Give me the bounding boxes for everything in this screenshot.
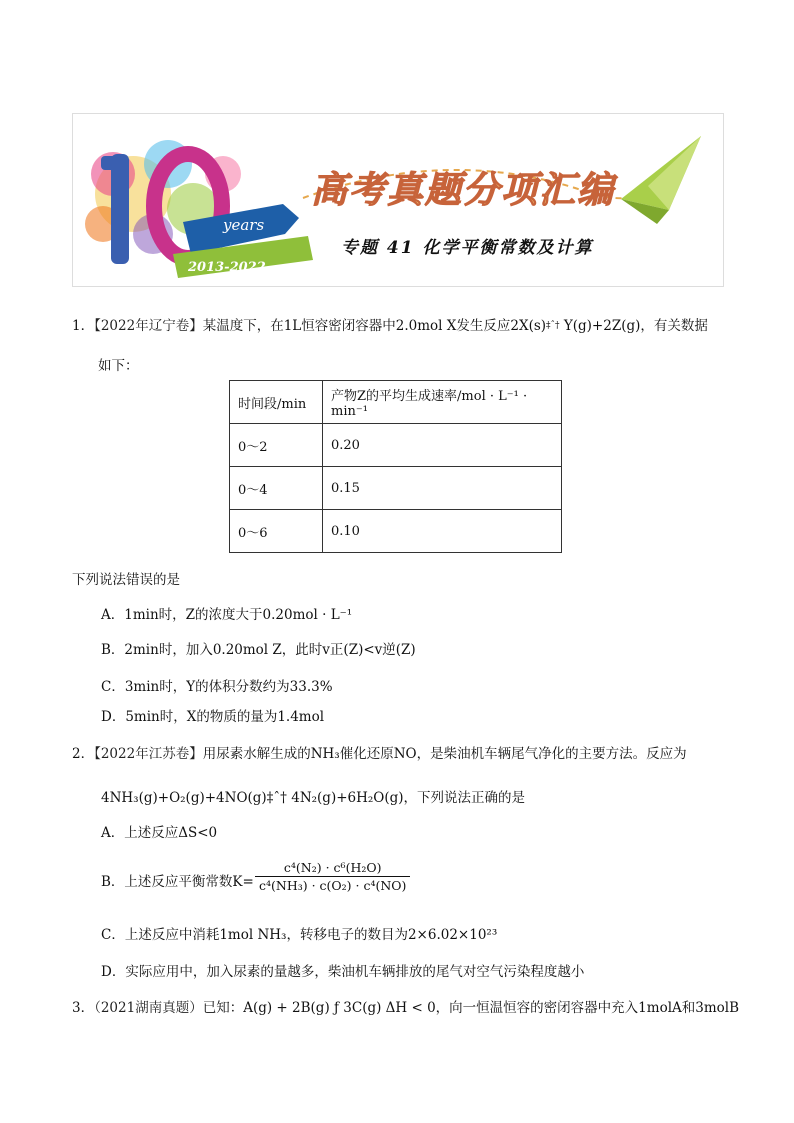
q2-stem-a: 用尿素水解生成的NH₃催化还原NO，是柴油机车辆尾气净化的主要方法。反应为 [202,746,687,762]
q3-stem-line1 [72,998,739,1018]
table-header-cell: 时间段/min [230,381,323,424]
q1-arrow: ‡ˆ† [546,321,560,331]
fraction-denominator: c⁴(NH₃) · c(O₂) · c⁴(NO) [259,878,407,893]
table-row [230,424,562,467]
q1-option-a: A．1min时，Z的浓度大于0.20mol · L⁻¹ [101,607,353,623]
q2-option-d: D．实际应用中，加入尿素的量越多，柴油机车辆排放的尾气对空气污染程度越小 [101,964,585,980]
table-row [230,510,562,553]
q2-stem-line1 [72,744,687,764]
q2-number: 2． [72,746,95,762]
table-cell: 0.20 [323,424,562,467]
header-banner [72,113,724,287]
q2-source: 【2022年江苏卷】 [94,746,203,762]
table-cell: 0～6 [230,510,323,553]
q2-option-c: C．上述反应中消耗1mol NH₃，转移电子的数目为2×6.02×10²³ [101,927,498,943]
table-row [230,467,562,510]
q1-option-d: D．5min时，X的物质的量为1.4mol [101,709,325,725]
table-cell: 0～4 [230,467,323,510]
banner-subtitle: 专题 41 化学平衡常数及计算 [341,238,594,258]
svg-text:2013-2022: 2013-2022 [188,260,266,275]
fraction-numerator: c⁴(N₂) · c⁶(H₂O) [255,860,410,877]
q1-number: 1． [72,318,95,334]
q1-question: 下列说法错误的是 [72,572,180,588]
q1-option-c: C．3min时，Y的体积分数约为33.3% [101,679,333,695]
q1-stem-line2: 如下： [98,358,139,374]
q2-option-a: A．上述反应ΔS<0 [101,825,218,841]
q1-stem-line1 [72,316,708,336]
q1-stem-b: Y(g)+2Z(g)，有关数据 [559,318,708,334]
table-cell: 0.15 [323,467,562,510]
q3-source: （2021湖南真题） [94,1000,203,1016]
q1-source: 【2022年辽宁卷】 [94,318,203,334]
table-cell: 0～2 [230,424,323,467]
banner-title: 高考真题分项汇编 [311,169,616,211]
q1-data-table [229,380,562,553]
q2-stem-line2: 4NH₃(g)+O₂(g)+4NO(g)‡ˆ† 4N₂(g)+6H₂O(g)，下列说法正确的是 [101,790,526,806]
q1-stem-a: 某温度下，在1L恒容密闭容器中2.0mol X发生反应2X(s) [202,318,547,334]
q2-equilibrium-fraction [255,860,410,893]
table-header-cell: 产物Z的平均生成速率/mol · L⁻¹ · min⁻¹ [323,381,562,424]
q1-option-b: B．2min时，加入0.20mol Z，此时v正(Z)<v逆(Z) [101,642,416,658]
table-header-row [230,381,562,424]
q2-option-b-label: B．上述反应平衡常数K= [101,874,254,890]
q3-number: 3． [72,1000,95,1016]
svg-text:years: years [223,216,265,234]
table-cell: 0.10 [323,510,562,553]
q3-stem: 已知：A(g) + 2B(g) ƒ 3C(g) ΔH < 0，向一恒温恒容的密闭容器中充入1molA和3molB [202,1000,740,1016]
